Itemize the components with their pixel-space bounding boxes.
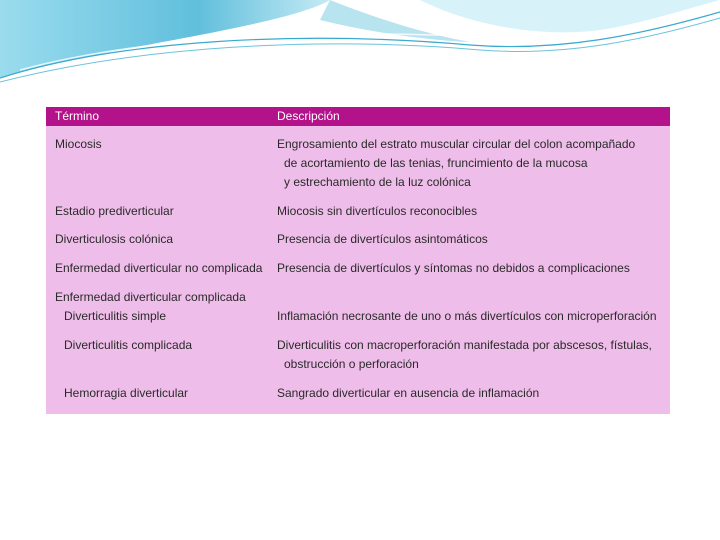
header-description: Descripción	[277, 109, 340, 123]
term-cell: Enfermedad diverticular complicada	[55, 290, 246, 304]
description-cell: Engrosamiento del estrato muscular circular del colon acompañado	[277, 137, 636, 151]
description-cell: obstrucción o perforación	[284, 357, 419, 371]
header-term: Término	[55, 109, 100, 123]
description-cell: de acortamiento de las tenias, fruncimiento de la mucosa	[284, 156, 588, 170]
description-cell: Inflamación necrosante de uno o más divertículos con microperforación	[277, 309, 657, 323]
description-cell: Sangrado diverticular en ausencia de inflamación	[277, 386, 540, 400]
term-cell: Diverticulosis colónica	[55, 232, 174, 246]
description-cell: Presencia de divertículos y síntomas no debidos a complicaciones	[277, 261, 630, 275]
description-cell: Diverticulitis con macroperforación manifestada por abscesos, fístulas,	[277, 338, 652, 352]
table-header-row	[46, 107, 670, 126]
term-cell: Estadio prediverticular	[55, 204, 174, 218]
term-cell: Diverticulitis simple	[64, 309, 167, 323]
term-cell: Diverticulitis complicada	[64, 338, 193, 352]
description-cell: Miocosis sin divertículos reconocibles	[277, 204, 478, 218]
decorative-wave-banner	[0, 0, 720, 90]
description-cell: Presencia de divertículos asintomáticos	[277, 232, 488, 246]
term-cell: Miocosis	[55, 137, 102, 151]
description-cell: y estrechamiento de la luz colónica	[284, 175, 471, 189]
term-cell: Enfermedad diverticular no complicada	[55, 261, 263, 275]
term-cell: Hemorragia diverticular	[64, 386, 189, 400]
terminology-table	[46, 107, 670, 414]
